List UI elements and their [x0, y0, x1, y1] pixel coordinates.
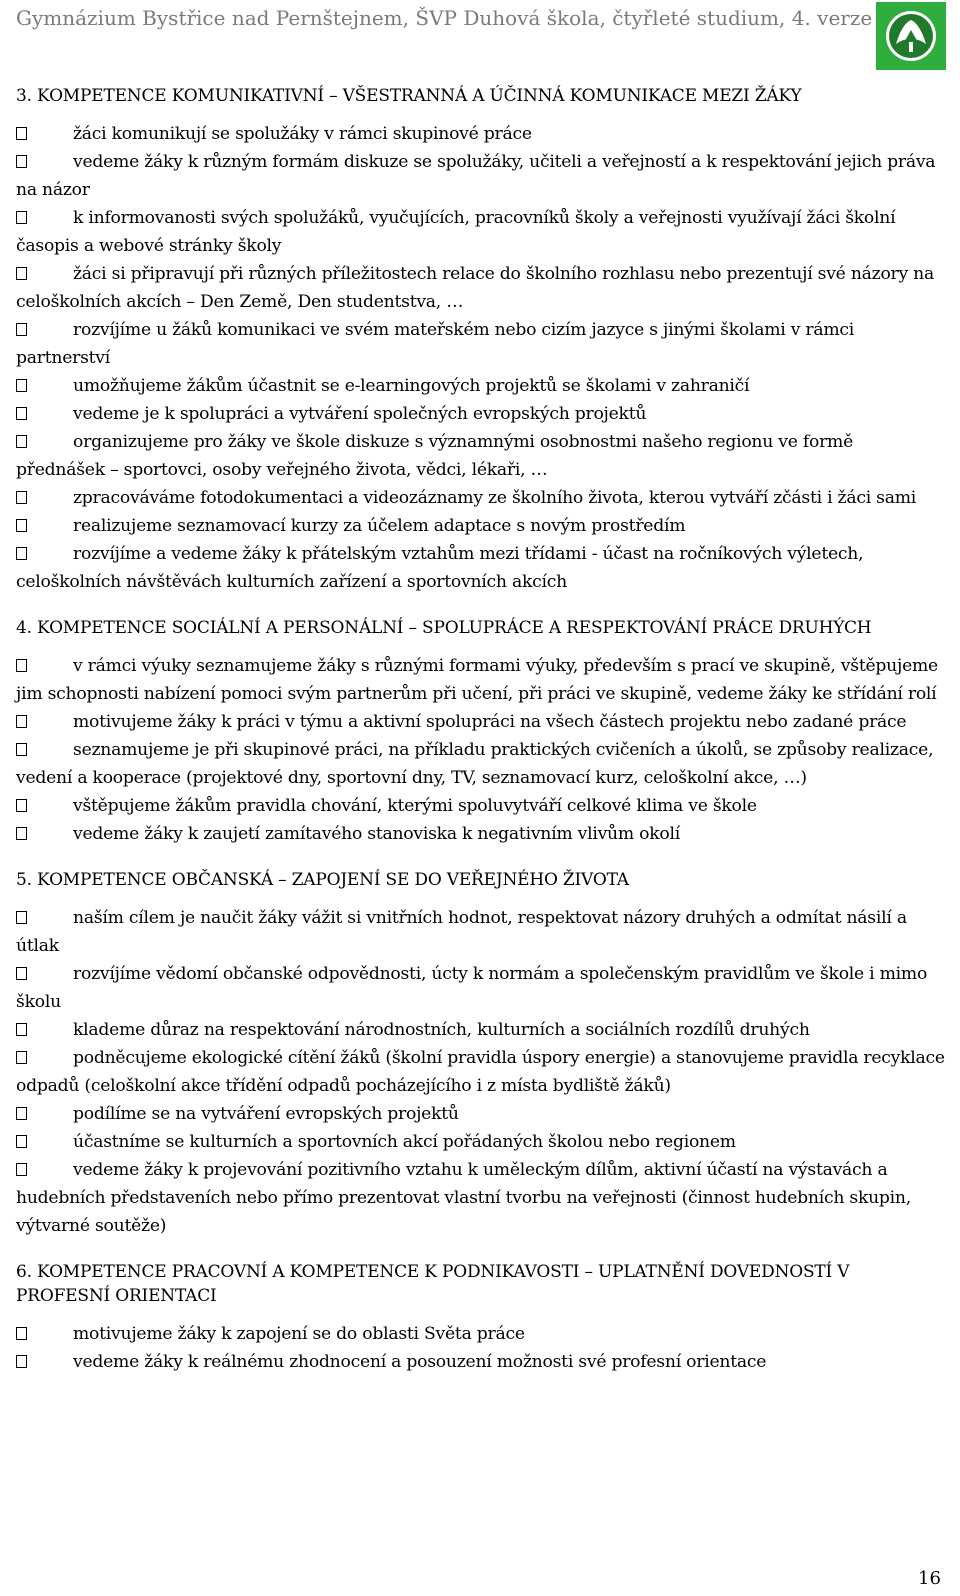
- list-item: umožňujeme žákům účastnit se e-learningových projektů se školami v zahraničí: [16, 372, 946, 400]
- checkbox-icon: [16, 799, 27, 812]
- checkbox-icon: [16, 267, 27, 280]
- checkbox-icon: [16, 519, 27, 532]
- list-item: naším cílem je naučit žáky vážit si vnitřních hodnot, respektovat názory druhých a odmítat násilí a útlak: [16, 908, 907, 956]
- page-number: 16: [918, 1568, 941, 1589]
- list-item: zpracováváme fotodokumentaci a videozáznamy ze školního života, kterou vytváří zčásti i žáci sami: [16, 484, 946, 512]
- checkbox-icon: [16, 1023, 27, 1036]
- checkbox-icon: [16, 715, 27, 728]
- checkbox-icon: [16, 435, 27, 448]
- list-item: vedeme je k spolupráci a vytváření společných evropských projektů: [16, 400, 946, 428]
- section-title-4: 4. KOMPETENCE SOCIÁLNÍ A PERSONÁLNÍ – SPOLUPRÁCE A RESPEKTOVÁNÍ PRÁCE DRUHÝCH: [16, 618, 872, 638]
- checkbox-icon: [16, 743, 27, 756]
- list-item: organizujeme pro žáky ve škole diskuze s významnými osobnostmi našeho regionu ve formě přednášek – sportovci, osoby veřejného života, vědci, lékaři, …: [16, 432, 854, 480]
- document-header: Gymnázium Bystřice nad Pernštejnem, ŠVP Duhová škola, čtyřleté studium, 4. verze: [16, 6, 873, 30]
- list-item: žáci komunikují se spolužáky v rámci skupinové práce: [16, 120, 946, 148]
- checkbox-icon: [16, 659, 27, 672]
- checkbox-icon: [16, 491, 27, 504]
- list-item: podílíme se na vytváření evropských projektů: [16, 1100, 946, 1128]
- list-item: vedeme žáky k projevování pozitivního vztahu k uměleckým dílům, aktivní účastí na výstavách a hudebních představeních nebo přímo prezentovat vlastní tvorbu na veřejnosti (činnost hudebních skupin, výtvarné soutěže): [16, 1160, 911, 1236]
- list-item: vštěpujeme žákům pravidla chování, kterými spoluvytváří celkové klima ve škole: [16, 792, 946, 820]
- list-item: účastníme se kulturních a sportovních akcí pořádaných školou nebo regionem: [16, 1128, 946, 1156]
- checkbox-icon: [16, 1135, 27, 1148]
- checkbox-icon: [16, 911, 27, 924]
- checkbox-icon: [16, 407, 27, 420]
- checkbox-icon: [16, 547, 27, 560]
- list-item: rozvíjíme u žáků komunikaci ve svém mateřském nebo cizím jazyce s jinými školami v rámci partnerství: [16, 320, 855, 368]
- checkbox-icon: [16, 1163, 27, 1176]
- list-item: motivujeme žáky k zapojení se do oblasti Světa práce: [16, 1320, 946, 1348]
- checkbox-icon: [16, 127, 27, 140]
- list-item: vedeme žáky k reálnému zhodnocení a posouzení možnosti své profesní orientace: [16, 1348, 946, 1376]
- list-item: motivujeme žáky k práci v týmu a aktivní spolupráci na všech částech projektu nebo zadané práce: [16, 708, 946, 736]
- section-title-6: 6. KOMPETENCE PRACOVNÍ A KOMPETENCE K PODNIKAVOSTI – UPLATNĚNÍ DOVEDNOSTÍ V PROFESNÍ ORIENTACI: [16, 1262, 850, 1306]
- checkbox-icon: [16, 323, 27, 336]
- list-item: realizujeme seznamovací kurzy za účelem adaptace s novým prostředím: [16, 512, 946, 540]
- list-item: rozvíjíme vědomí občanské odpovědnosti, úcty k normám a společenským pravidlům ve škole i mimo školu: [16, 964, 928, 1012]
- list-item: podněcujeme ekologické cítění žáků (školní pravidla úspory energie) a stanovujeme pravidla recyklace odpadů (celoškolní akce třídění odpadů pocházejícího i z místa bydliště žáků): [16, 1048, 945, 1096]
- list-item: rozvíjíme a vedeme žáky k přátelským vztahům mezi třídami - účast na ročníkových výletech, celoškolních návštěvách kulturních zařízení a sportovních akcích: [16, 544, 864, 592]
- checkbox-icon: [16, 155, 27, 168]
- section-title-5: 5. KOMPETENCE OBČANSKÁ – ZAPOJENÍ SE DO VEŘEJNÉHO ŽIVOTA: [16, 870, 629, 890]
- school-emblem-icon: [876, 2, 946, 70]
- list-item: žáci si připravují při různých příležitostech relace do školního rozhlasu nebo prezentují své názory na celoškolních akcích – Den Země, Den studentstva, …: [16, 264, 934, 312]
- checkbox-icon: [16, 211, 27, 224]
- list-item: seznamujeme je při skupinové práci, na příkladu praktických cvičeních a úkolů, se způsoby realizace, vedení a kooperace (projektové dny, sportovní dny, TV, seznamovací kurz, celoškolní akce, …): [16, 740, 934, 788]
- checkbox-icon: [16, 379, 27, 392]
- list-item: v rámci výuky seznamujeme žáky s různými formami výuky, především s prací ve skupině, vštěpujeme jim schopnosti nabízení pomoci svým partnerům při učení, při práci ve skupině, vedeme žáky ke střídání rolí: [16, 656, 938, 704]
- checkbox-icon: [16, 1355, 27, 1368]
- checkbox-icon: [16, 827, 27, 840]
- document-body: [16, 84, 946, 1376]
- list-item: k informovanosti svých spolužáků, vyučujících, pracovníků školy a veřejnosti využívají žáci školní časopis a webové stránky školy: [16, 208, 896, 256]
- checkbox-icon: [16, 1051, 27, 1064]
- list-item: vedeme žáky k různým formám diskuze se spolužáky, učiteli a veřejností a k respektování jejich práva na názor: [16, 152, 936, 200]
- checkbox-icon: [16, 967, 27, 980]
- list-item: vedeme žáky k zaujetí zamítavého stanoviska k negativním vlivům okolí: [16, 820, 946, 848]
- checkbox-icon: [16, 1327, 27, 1340]
- checkbox-icon: [16, 1107, 27, 1120]
- list-item: klademe důraz na respektování národnostních, kulturních a sociálních rozdílů druhých: [16, 1016, 946, 1044]
- section-title-3: 3. KOMPETENCE KOMUNIKATIVNÍ – VŠESTRANNÁ A ÚČINNÁ KOMUNIKACE MEZI ŽÁKY: [16, 86, 802, 106]
